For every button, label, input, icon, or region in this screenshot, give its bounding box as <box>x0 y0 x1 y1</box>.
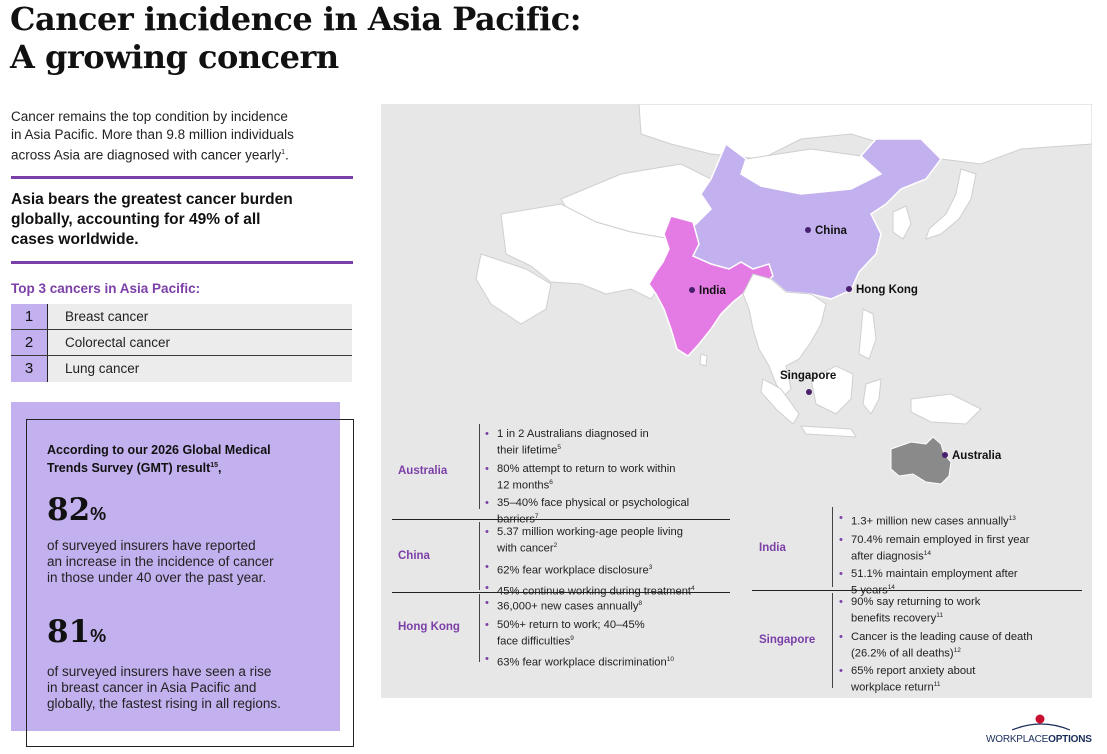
page-title-line-1: Cancer incidence in Asia Pacific: <box>10 0 582 38</box>
fact-text-cont <box>851 547 1087 564</box>
gmt-intro-tail: , <box>218 461 222 476</box>
fact-text: barriers <box>497 514 535 527</box>
burden-line-1: Asia bears the greatest cancer burden <box>11 191 293 208</box>
land-java <box>801 426 856 437</box>
list-item <box>483 463 733 493</box>
top3-row <box>11 330 352 356</box>
fact-text: • Cancer is the leading cause of death <box>851 630 1033 643</box>
fact-text: workplace return <box>851 682 934 695</box>
logo-text <box>986 734 1092 745</box>
fact-text: • 80% attempt to return to work within <box>497 462 676 475</box>
burden-line-3: cases worldwide. <box>11 231 139 248</box>
gmt-intro <box>47 442 327 476</box>
footnote-ref: 13 <box>1008 515 1016 522</box>
table-label-india: India <box>759 542 786 554</box>
fact-text: 1.3+ million new cases annually <box>851 515 1009 528</box>
fact-text: • 50%+ return to work; 40–45% <box>497 618 645 631</box>
footnote-ref: 8 <box>638 600 643 607</box>
stat-81-line-1: of surveyed insurers have seen a rise <box>47 664 272 679</box>
fact-text-cont <box>851 678 1087 695</box>
footnote-ref: 14 <box>887 584 895 592</box>
gmt-intro-line-2 <box>47 458 327 476</box>
footnote-ref: 3 <box>648 563 653 571</box>
top3-row <box>11 304 352 330</box>
list-item <box>483 497 733 527</box>
intro-footnote-ref: 1 <box>281 149 286 156</box>
list-item <box>837 512 1087 529</box>
fact-text: 12 months <box>497 479 550 492</box>
top3-label: Colorectal cancer <box>48 330 352 355</box>
land-sri-lanka <box>700 354 707 366</box>
table-label-australia: Australia <box>398 465 448 477</box>
logo-text-part-2: OPTIONS <box>1048 734 1092 745</box>
fact-text: after diagnosis <box>851 550 924 563</box>
list-item <box>483 526 733 556</box>
footnote-ref: 6 <box>549 478 553 486</box>
list-item <box>837 665 1087 695</box>
map-label-india <box>689 285 726 297</box>
fact-text: face difficulties <box>497 635 571 648</box>
fact-text-cont <box>851 609 1087 626</box>
stat-81-line-3: globally, the fastest rising in all regions. <box>47 696 281 711</box>
footnote-ref: 14 <box>923 549 931 557</box>
india-facts <box>837 512 1087 603</box>
map-label-china <box>805 225 847 237</box>
fact-text-cont <box>497 632 733 649</box>
land-sulawesi <box>863 379 881 414</box>
intro-paragraph <box>11 108 341 165</box>
top3-rank: 1 <box>11 304 48 329</box>
table-divider-vertical <box>479 522 480 590</box>
stat-81-number: 81 <box>47 614 91 650</box>
fact-text: 63% fear workplace discrimination <box>497 657 667 670</box>
burden-line-2: globally, accounting for 49% of all <box>11 211 261 228</box>
top3-label: Breast cancer <box>48 304 352 329</box>
fact-text-cont <box>497 539 733 556</box>
fact-text: • 65% report anxiety about <box>851 665 976 678</box>
map-label-china-text: China <box>815 225 847 237</box>
list-item <box>837 568 1087 598</box>
stat-81-unit: % <box>90 626 107 646</box>
footnote-ref: 9 <box>570 634 574 642</box>
stat-82-line-1: of surveyed insurers have reported <box>47 538 256 553</box>
top3-row <box>11 356 352 382</box>
list-item <box>837 534 1087 564</box>
location-dot <box>806 389 812 395</box>
stat-81-line-2: in breast cancer in Asia Pacific and <box>47 680 257 695</box>
list-item <box>483 619 733 649</box>
singapore-dot <box>806 384 816 402</box>
land-korea <box>893 206 911 239</box>
map-label-singapore-text: Singapore <box>780 370 837 382</box>
fact-text-cont <box>497 510 733 527</box>
intro-line-3-tail: . <box>285 147 289 163</box>
footnote-ref: 11 <box>936 612 943 619</box>
land-philippines <box>859 309 876 359</box>
fact-text: 62% fear workplace disclosure <box>497 564 649 577</box>
stat-81-value <box>47 614 106 650</box>
location-dot <box>689 287 695 293</box>
footnote-ref: 5 <box>557 444 561 451</box>
fact-text-cont <box>497 476 733 493</box>
stat-82-unit: % <box>90 504 107 524</box>
fact-text: • 35–40% face physical or psychological <box>497 497 690 510</box>
table-divider-vertical <box>832 507 833 587</box>
map-label-australia-text: Australia <box>952 450 1002 462</box>
fact-text: with cancer <box>497 542 554 555</box>
location-dot <box>846 286 852 292</box>
stat-82-line-2: an increase in the incidence of cancer <box>47 554 274 569</box>
intro-line-3-text: across Asia are diagnosed with cancer yearly <box>11 147 282 163</box>
list-item <box>483 428 733 458</box>
intro-line-1: Cancer remains the top condition by incidence <box>11 109 288 124</box>
gmt-intro-line-2-text: Trends Survey (GMT) result <box>47 461 211 476</box>
table-divider-vertical <box>832 593 833 688</box>
fact-text: • 70.4% remain employed in first year <box>851 533 1030 546</box>
top3-heading: Top 3 cancers in Asia Pacific: <box>11 281 201 296</box>
footnote-ref: 7 <box>534 513 539 521</box>
intro-line-2: in Asia Pacific. More than 9.8 million individuals <box>11 127 294 142</box>
page-title-line-2: A growing concern <box>10 38 339 76</box>
table-label-china: China <box>398 550 430 562</box>
page-title <box>10 0 581 76</box>
fact-text: • 90% say returning to work <box>851 596 981 608</box>
stat-82-description <box>47 538 337 586</box>
fact-text: • 1 in 2 Australians diagnosed in <box>497 428 649 440</box>
top3-rank: 3 <box>11 356 48 382</box>
stat-82-value <box>47 492 106 528</box>
logo-mark-icon <box>986 712 1096 734</box>
stat-81-description <box>47 664 337 712</box>
location-dot <box>805 227 811 233</box>
gmt-footnote-ref: 15 <box>210 462 219 469</box>
top3-label: Lung cancer <box>48 356 352 382</box>
divider-rule-1 <box>11 176 353 179</box>
land-new-guinea <box>911 394 981 424</box>
fact-text: (26.2% of all deaths) <box>851 647 954 660</box>
footnote-ref: 12 <box>953 646 961 654</box>
stat-82-line-3: in those under 40 over the past year. <box>47 570 267 585</box>
hong-kong-facts <box>483 597 733 675</box>
fact-text: • 51.1% maintain employment after <box>851 568 1018 581</box>
footnote-ref: 10 <box>666 656 674 664</box>
top3-list <box>11 304 352 382</box>
australia-facts <box>483 428 733 532</box>
fact-text: 36,000+ new cases annually <box>497 600 639 613</box>
fact-text: 5 years <box>851 585 888 598</box>
workplace-options-logo <box>986 712 1096 748</box>
list-item <box>837 596 1087 626</box>
fact-text: their lifetime <box>497 444 558 457</box>
list-item <box>483 653 733 670</box>
table-label-singapore: Singapore <box>759 634 816 646</box>
fact-text: • 5.37 million working-age people living <box>497 526 683 538</box>
stat-82-number: 82 <box>47 492 91 528</box>
gmt-intro-line-1: According to our 2026 Global Medical <box>47 443 271 457</box>
map-label-india-text: India <box>699 285 726 297</box>
table-label-hong-kong: Hong Kong <box>398 621 460 633</box>
fact-text-cont <box>497 441 733 458</box>
map-label-australia <box>942 450 1001 462</box>
list-item <box>483 597 733 614</box>
burden-statement <box>11 190 331 250</box>
singapore-facts <box>837 596 1087 700</box>
top3-rank: 2 <box>11 330 48 355</box>
intro-line-3 <box>11 144 341 165</box>
fact-text: benefits recovery <box>851 612 937 625</box>
table-divider-vertical <box>479 594 480 662</box>
list-item <box>483 561 733 578</box>
map-label-singapore <box>780 370 836 382</box>
list-item <box>837 631 1087 661</box>
fact-text: 45% continue working during treatment <box>497 586 692 599</box>
logo-text-part-1: WORKPLACE <box>986 734 1049 745</box>
map-label-hong-kong-text: Hong Kong <box>856 284 918 296</box>
land-japan <box>926 169 976 239</box>
china-facts <box>483 526 733 604</box>
footnote-ref: 4 <box>691 585 695 593</box>
footnote-ref: 11 <box>933 681 941 689</box>
divider-rule-2 <box>11 261 353 264</box>
footnote-ref: 2 <box>553 542 558 549</box>
table-divider-vertical <box>479 424 480 509</box>
map-label-hong-kong <box>846 284 918 296</box>
fact-text-cont <box>851 644 1087 661</box>
location-dot <box>942 452 948 458</box>
